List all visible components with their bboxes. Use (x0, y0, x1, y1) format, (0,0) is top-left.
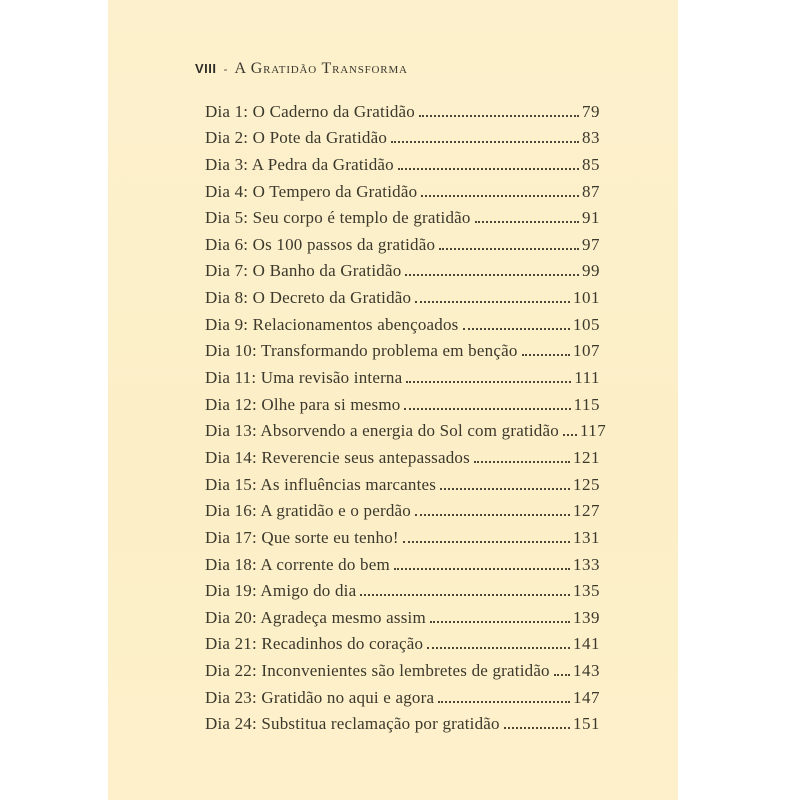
toc-entry (205, 683, 600, 710)
toc-entry-label: Dia 20: Agradeça mesmo assim (205, 607, 426, 627)
toc-entry-label: Dia 16: A gratidão e o perdão (205, 501, 411, 521)
dot-leader (440, 488, 570, 490)
toc-entry (205, 230, 600, 257)
dot-leader (554, 674, 570, 676)
dot-leader (398, 168, 579, 170)
toc-entry-page-number: 79 (582, 101, 600, 121)
toc-entry (205, 630, 600, 657)
toc-entry-label: Dia 1: O Caderno da Gratidão (205, 101, 416, 121)
toc-entry-label: Dia 22: Inconvenientes são lembretes de gratidão (205, 661, 550, 681)
toc-entry-page-number: 97 (582, 234, 600, 254)
toc-entry-label: Dia 17: Que sorte eu tenho! (205, 527, 399, 547)
dot-leader (405, 274, 579, 276)
toc-entry-page-number: 125 (573, 474, 600, 494)
dot-leader (415, 301, 570, 303)
dot-leader (474, 461, 570, 463)
dot-leader (427, 647, 570, 649)
dot-leader (475, 221, 579, 223)
toc-entry-label: Dia 9: Relacionamentos abençoados (205, 314, 459, 334)
folio-page-number: VIII (195, 61, 217, 76)
page-header (195, 60, 600, 78)
toc-entry-page-number: 99 (582, 261, 600, 281)
toc-entry-label: Dia 3: A Pedra da Gratidão (205, 154, 394, 174)
toc-entry (205, 710, 600, 737)
toc-entry-page-number: 117 (579, 421, 607, 441)
toc-entry-label: Dia 15: As influências marcantes (205, 474, 437, 494)
toc-entry (205, 417, 607, 444)
toc-entry-page-number: 91 (582, 208, 600, 228)
toc-entry-page-number: 139 (573, 607, 600, 627)
toc-entry-page-number: 141 (573, 634, 600, 654)
toc-entry (205, 310, 600, 337)
dot-leader (439, 248, 579, 250)
dot-leader (406, 381, 571, 383)
dot-leader (563, 434, 577, 436)
toc-entry (205, 363, 600, 390)
dot-leader (360, 594, 570, 596)
dot-leader (438, 701, 570, 703)
dot-leader (419, 115, 579, 117)
dot-leader (394, 568, 570, 570)
toc-entry-label: Dia 5: Seu corpo é templo de gratidão (205, 208, 471, 228)
toc-entry-label: Dia 2: O Pote da Gratidão (205, 128, 388, 148)
toc-entry (205, 603, 600, 630)
toc-entry-label: Dia 4: O Tempero da Gratidão (205, 181, 418, 201)
toc-entry-page-number: 133 (573, 554, 600, 574)
toc-entry-page-number: 147 (573, 687, 600, 707)
toc-entry-label: Dia 24: Substitua reclamação por gratidão (205, 714, 500, 734)
toc-entry-label: Dia 14: Reverencie seus antepassados (205, 447, 470, 467)
dot-leader (391, 141, 579, 143)
dot-leader (430, 621, 570, 623)
toc-entry-page-number: 143 (573, 661, 600, 681)
book-title: A Gratidão Transforma (234, 60, 408, 77)
toc-entry (205, 577, 600, 604)
dot-leader (415, 514, 570, 516)
toc-entry (205, 177, 600, 204)
toc-entry-page-number: 111 (574, 368, 600, 388)
toc-entry-page-number: 87 (582, 181, 600, 201)
toc-entry-page-number: 101 (573, 288, 600, 308)
toc-entry (205, 470, 600, 497)
toc-entry-page-number: 135 (573, 581, 600, 601)
dot-leader (421, 195, 579, 197)
toc-entry (205, 550, 600, 577)
dot-leader (403, 541, 570, 543)
toc-entry (205, 204, 600, 231)
book-page (108, 0, 678, 800)
toc-entry (205, 283, 600, 310)
toc-entry-page-number: 121 (573, 447, 600, 467)
toc-entry (205, 497, 600, 524)
toc-entry-label: Dia 7: O Banho da Gratidão (205, 261, 402, 281)
toc-entry-label: Dia 21: Recadinhos do coração (205, 634, 424, 654)
toc-list (205, 97, 607, 736)
dot-leader (463, 328, 571, 330)
toc-entry (205, 656, 600, 683)
toc-entry (205, 97, 600, 124)
toc-entry-label: Dia 10: Transformando problema em benção (205, 341, 518, 361)
toc-entry-label: Dia 23: Gratidão no aqui e agora (205, 687, 435, 707)
toc-entry-page-number: 151 (573, 714, 600, 734)
toc-entry (205, 337, 600, 364)
toc-entry-page-number: 85 (582, 154, 600, 174)
toc-entry-page-number: 83 (582, 128, 600, 148)
dot-leader (404, 408, 570, 410)
toc-entry (205, 443, 600, 470)
toc-entry-label: Dia 13: Absorvendo a energia do Sol com gratidão (205, 421, 559, 441)
toc-entry-page-number: 127 (573, 501, 600, 521)
toc-entry-page-number: 115 (573, 394, 600, 414)
toc-entry-label: Dia 19: Amigo do dia (205, 581, 357, 601)
toc-entry-page-number: 105 (573, 314, 600, 334)
toc-entry-label: Dia 8: O Decreto da Gratidão (205, 288, 412, 308)
toc-entry-page-number: 107 (573, 341, 600, 361)
toc-entry (205, 150, 600, 177)
toc-entry (205, 523, 600, 550)
toc-entry (205, 124, 600, 151)
toc-entry (205, 390, 600, 417)
toc-entry (205, 257, 600, 284)
toc-entry-label: Dia 6: Os 100 passos da gratidão (205, 234, 436, 254)
dot-leader (522, 354, 570, 356)
toc-entry-page-number: 131 (573, 527, 600, 547)
toc-entry-label: Dia 12: Olhe para si mesmo (205, 394, 401, 414)
toc-entry-label: Dia 11: Uma revisão interna (205, 368, 403, 388)
dot-leader (504, 727, 570, 729)
folio-separator: - (223, 62, 228, 76)
toc-entry-label: Dia 18: A corrente do bem (205, 554, 390, 574)
